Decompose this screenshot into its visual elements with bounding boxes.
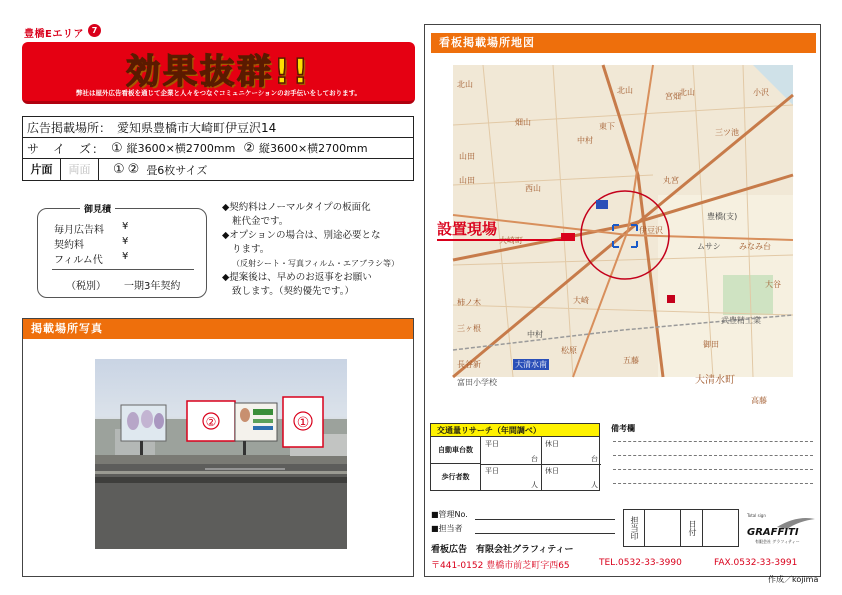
logo-sub-text: 有限会社 グラフィティー	[755, 539, 800, 544]
size-2-value: 縦3600×横2700mm	[258, 142, 368, 155]
staff-label: ■担当者	[431, 524, 463, 533]
map-label: 畑山	[515, 118, 531, 127]
size-row	[23, 138, 413, 159]
car-weekday: 平日	[485, 440, 499, 448]
company-address: 〒441-0152 豊橋市前芝町字西65	[431, 561, 570, 571]
location-row	[23, 117, 413, 138]
logo-main-text: GRAFFITI	[747, 527, 799, 538]
staff-line	[475, 533, 615, 534]
location-value: 愛知県豊橋市大崎町伊豆沢14	[117, 120, 277, 135]
map-label: 富田小学校	[457, 378, 497, 387]
map-label: みなみ台	[739, 242, 771, 251]
map-section-title: 看板掲載場所地図	[431, 33, 816, 53]
size-label: サ イ ズ：	[27, 141, 106, 156]
film-value: ¥	[122, 251, 129, 262]
map-label: 山田	[459, 176, 475, 185]
map-label: 中村	[527, 330, 543, 339]
walk-weekday: 平日	[485, 467, 499, 475]
size-1-num: ①	[111, 140, 123, 156]
traffic-title: 交通量リサーチ（年間調べ）	[431, 424, 599, 437]
note-line-5: （反射シート・写真フィルム・エアブラシ等）	[232, 259, 400, 268]
manager-line	[475, 519, 615, 520]
side-value: 畳6枚サイズ	[146, 163, 208, 177]
note-line-4: ります。	[232, 244, 270, 255]
car-weekday-unit: 台	[531, 455, 538, 463]
monthly-label: 毎月広告料	[54, 225, 104, 236]
map-label: 柿ノ木	[457, 298, 481, 307]
car-holiday-unit: 台	[591, 455, 598, 463]
contract-label: 契約料	[54, 240, 84, 251]
tax-label: （税別）	[66, 281, 106, 292]
contract-term: 一期3年契約	[124, 281, 181, 292]
map-label: 東下	[599, 122, 615, 131]
contract-value: ¥	[122, 236, 129, 247]
headline-banner	[22, 42, 415, 104]
manager-label: ■管理No.	[431, 510, 468, 519]
map-label: 大崎	[573, 296, 589, 305]
side-nums: ①②	[113, 162, 143, 177]
size-1-value: 縦3600×横2700mm	[126, 142, 236, 155]
photo-section-title: 掲載場所写真	[23, 319, 413, 339]
photo-panel	[22, 318, 414, 577]
remarks-label: 備考欄	[611, 424, 635, 433]
billboard-2-marker: ②	[205, 415, 217, 429]
map-label: 丸宮	[663, 176, 679, 185]
company-fax: FAX.0532-33-3991	[714, 558, 798, 568]
note-line-1: ◆契約料はノーマルタイプの板面化	[222, 202, 371, 213]
map-label: 中村	[577, 136, 593, 145]
map-label: 北山	[617, 86, 633, 95]
remarks-line	[613, 455, 813, 456]
map-label: 三ツ池	[715, 128, 739, 137]
map-label: 北山	[457, 80, 473, 89]
walk-holiday-unit: 人	[591, 481, 598, 489]
map-label: 武豊精工業	[721, 316, 761, 325]
map-label: 小沢	[753, 88, 769, 97]
size-2-num: ②	[243, 140, 255, 156]
site-pointer-icon	[561, 233, 575, 241]
estimate-title: 御見積	[80, 202, 115, 215]
walk-weekday-unit: 人	[531, 481, 538, 489]
date-box	[703, 509, 739, 547]
photo-illustration	[95, 359, 347, 549]
car-holiday: 休日	[545, 440, 559, 448]
note-line-3: ◆オプションの場合は、別途必要とな	[222, 230, 381, 241]
remarks-line	[613, 483, 813, 484]
map-label: 山田	[459, 152, 475, 161]
remarks-line	[613, 441, 813, 442]
logo-small-text: Total sign	[747, 513, 766, 518]
area-label: 豊橋Eエリア	[24, 29, 84, 40]
company-logo	[747, 513, 817, 547]
site-photo	[95, 359, 347, 549]
site-label: 設置現場	[437, 220, 498, 238]
estimate-divider	[52, 269, 194, 270]
area-number-badge: 7	[88, 24, 101, 37]
headline-text: 効果抜群!!	[125, 52, 311, 92]
side-double: 両面	[61, 159, 99, 180]
date-label: 日付	[681, 509, 703, 547]
company-tel: TEL.0532-33-3990	[599, 558, 682, 568]
billboard-1-marker: ①	[296, 415, 310, 431]
map-roads	[453, 65, 793, 377]
remarks-line	[613, 469, 813, 470]
traffic-research-box	[430, 423, 600, 491]
location-map	[453, 65, 793, 405]
map-label: 御田	[703, 340, 719, 349]
map-label: 高藤	[751, 396, 767, 405]
map-label: ムサシ	[697, 242, 721, 251]
walk-holiday: 休日	[545, 467, 559, 475]
map-label: 五藤	[623, 356, 639, 365]
info-table	[22, 116, 414, 181]
staff-stamp-label: 担当印	[623, 509, 645, 547]
map-label: 長谷新	[457, 360, 481, 369]
map-label: 北山	[679, 88, 695, 97]
estimate-box	[37, 208, 207, 298]
map-label: 伊豆沢	[639, 226, 663, 235]
tagline-text: 弊社は屋外広告看板を通じて企業と人々をつなぐコミュニケーションのお手伝いをしております。	[75, 89, 362, 97]
map-label: 宮畑	[665, 92, 681, 101]
site-label-underline	[437, 239, 567, 241]
side-row	[23, 159, 413, 180]
walk-label: 歩行者数	[431, 464, 481, 491]
map-panel	[424, 24, 821, 577]
map-label: 三ヶ根	[457, 324, 481, 333]
map-label: 松原	[561, 346, 577, 355]
staff-stamp-box	[645, 509, 681, 547]
traffic-row-divider	[481, 464, 601, 465]
note-line-7: 致します。（契約優先です。）	[232, 286, 354, 297]
station-label: 大清水南	[515, 360, 547, 369]
note-line-6: ◆提案後は、早めのお返事をお願い	[222, 272, 372, 283]
map-label: 大谷	[765, 280, 781, 289]
map-label: 豊橋(支)	[707, 212, 738, 221]
side-single: 片面	[23, 159, 61, 180]
car-label: 自動車台数	[431, 437, 481, 464]
monthly-value: ¥	[122, 221, 129, 232]
company-name: 看板広告 有限会社グラフィティー	[431, 545, 574, 555]
map-label: 大清水町	[695, 375, 735, 386]
note-line-2: 粧代金です。	[232, 216, 289, 227]
film-label: フィルム代	[54, 255, 103, 266]
location-label: 広告掲載場所：	[27, 120, 112, 135]
map-label: 西山	[525, 184, 541, 193]
author-credit: 作成／kojima	[768, 575, 819, 584]
